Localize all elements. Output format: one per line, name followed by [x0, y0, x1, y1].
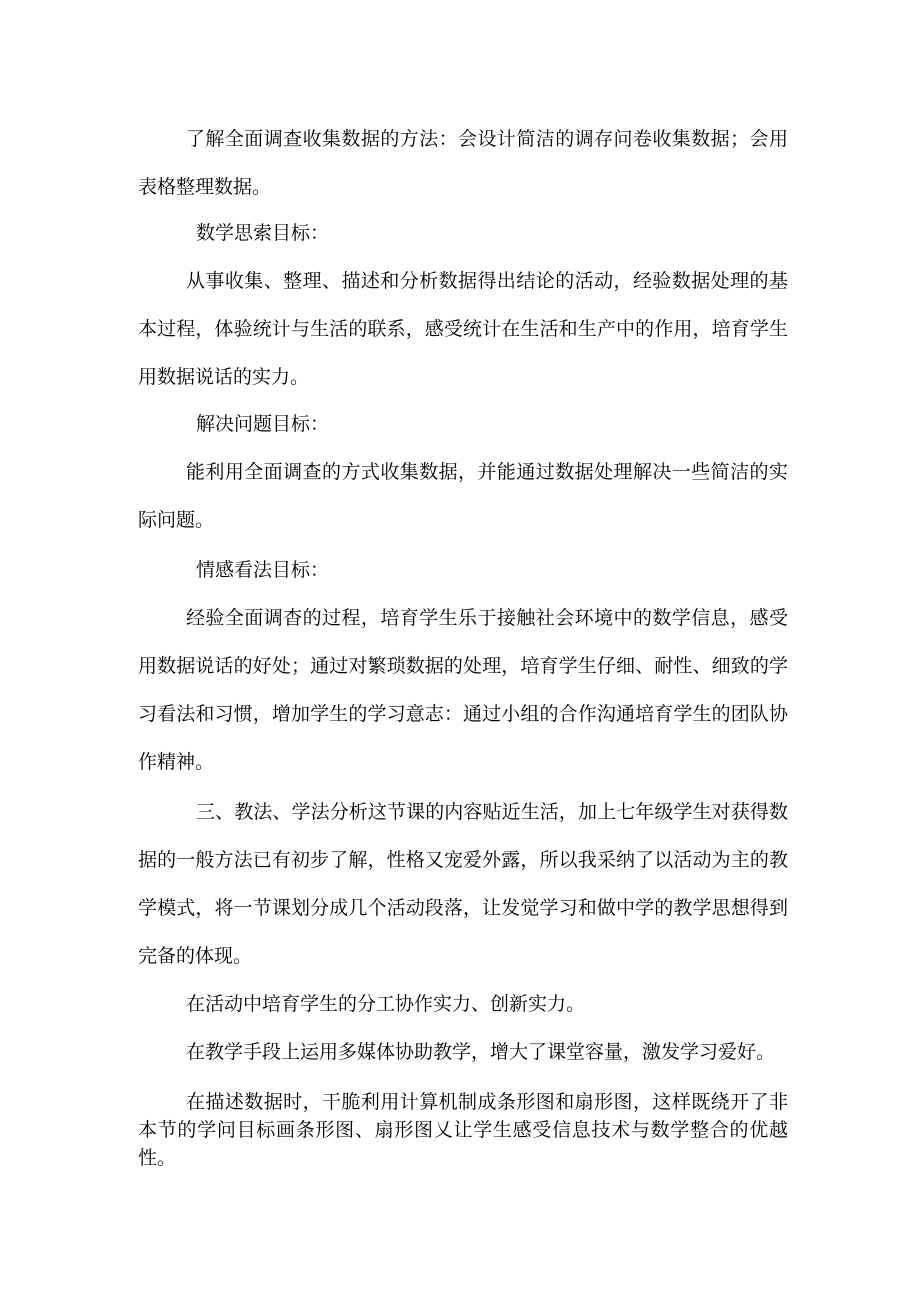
heading-problem-solving-goal: 解决问题目标：	[196, 413, 330, 435]
paragraph-cooperation-ability: 在活动中培育学生的分工协作实力、创新实力。	[186, 993, 586, 1015]
paragraph-describing-data: 在描述数据时，干脆利用计算机制成条形图和扇形图，这样既绕开了非本节的学问目标画条形图、扇形图乂让学生感受信息技术与数学整合的优越性。	[138, 1091, 788, 1169]
paragraph-multimedia-teaching: 在教学手段上运用多媒体协助教学，增大了课堂容量，激发学习爱好。	[186, 1041, 776, 1063]
paragraph-problem-solving: 能利用全面调查的方式收集数据，并能通过数据处理解决一些简洁的实际问题。	[138, 461, 788, 531]
paragraph-math-thinking: 从事收集、整理、描述和分析数据得出结论的活动，经验数据处理的基本过程，体验统计与生活的联系，感受统计在生活和生产中的作用，培育学生用数据说话的实力。	[138, 270, 788, 388]
paragraph-teaching-method-analysis: 三、教法、学法分析这节课的内容贴近生活，加上七年级学生对获得数据的一般方法已有初步了解，性格又宠爱外露，所以我采纳了以活动为主的教学模式，将一节课划分成几个活动段落，让发觉学习和做中学的教学思想得到完备的体现。	[138, 801, 788, 967]
heading-math-thinking-goal: 数学思索目标：	[196, 222, 330, 244]
heading-emotion-attitude-goal: 情感看法目标：	[196, 559, 330, 581]
paragraph-emotion-attitude: 经验全面调杳的过程，培育学生乐于接触社会环境中的数学信息，感受用数据说话的好处；通过对繁琐数据的处理，培育学生仔细、耐性、细致的学习看法和习惯，增加学生的学习意志：通过小组的合作沟通培育学生的团队协作精神。	[138, 607, 788, 773]
paragraph-survey-method: 了解全面调查收集数据的方法：会设计简洁的调存问卷收集数据；会用表格整理数据。	[138, 128, 788, 198]
